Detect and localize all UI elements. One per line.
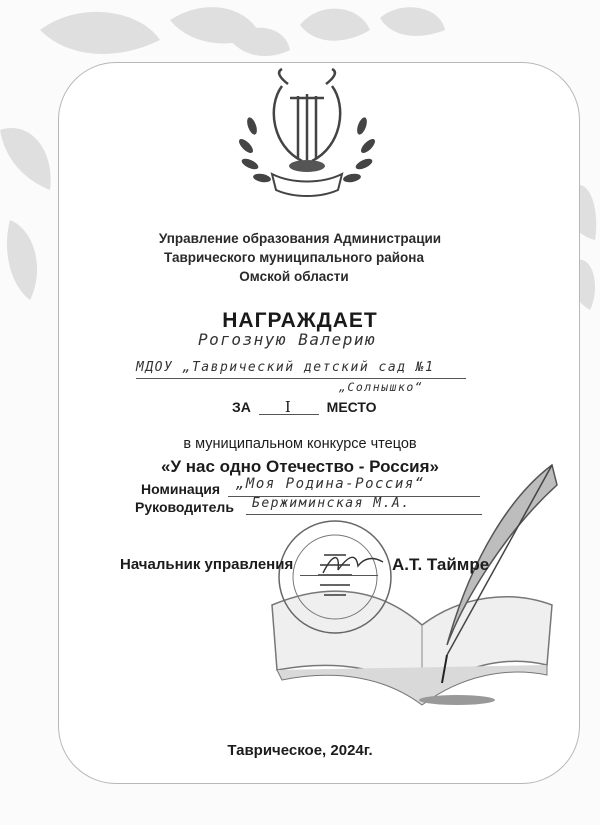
recipient-school: МДОУ „Таврический детский сад №1 — [136, 360, 435, 375]
place-row — [232, 398, 377, 415]
school-underline — [136, 378, 466, 379]
place-value: I — [284, 398, 293, 416]
chief-name: А.Т. Таймре — [392, 555, 490, 574]
contest-title: «У нас одно Отечество - Россия» — [161, 457, 439, 476]
place-prefix: ЗА — [232, 399, 251, 415]
recipient-school-name: „Солнышко“ — [339, 380, 424, 394]
place-suffix: МЕСТО — [326, 399, 377, 415]
supervisor-label: Руководитель — [135, 499, 234, 515]
award-heading: НАГРАЖДАЕТ — [222, 309, 378, 332]
contest-description: в муниципальном конкурсе чтецов — [183, 436, 417, 452]
place-field — [259, 398, 319, 415]
organization-line-1: Управление образования Администрации — [158, 231, 442, 246]
organization-line-3: Омской области — [239, 269, 349, 284]
signature-icon — [318, 548, 388, 578]
chief-label: Начальник управления — [120, 556, 294, 573]
organization-line-2: Таврического муниципального района — [164, 250, 424, 265]
lyre-icon — [232, 66, 382, 216]
nomination-label: Номинация — [141, 481, 221, 497]
city-year: Таврическое, 2024г. — [227, 742, 373, 759]
nomination-value: „Моя Родина-Россия“ — [236, 476, 425, 492]
recipient-name: Рогозную Валерию — [198, 330, 377, 349]
contest-line — [0, 436, 600, 452]
supervisor-value: Бержиминская М.А. — [252, 496, 411, 511]
